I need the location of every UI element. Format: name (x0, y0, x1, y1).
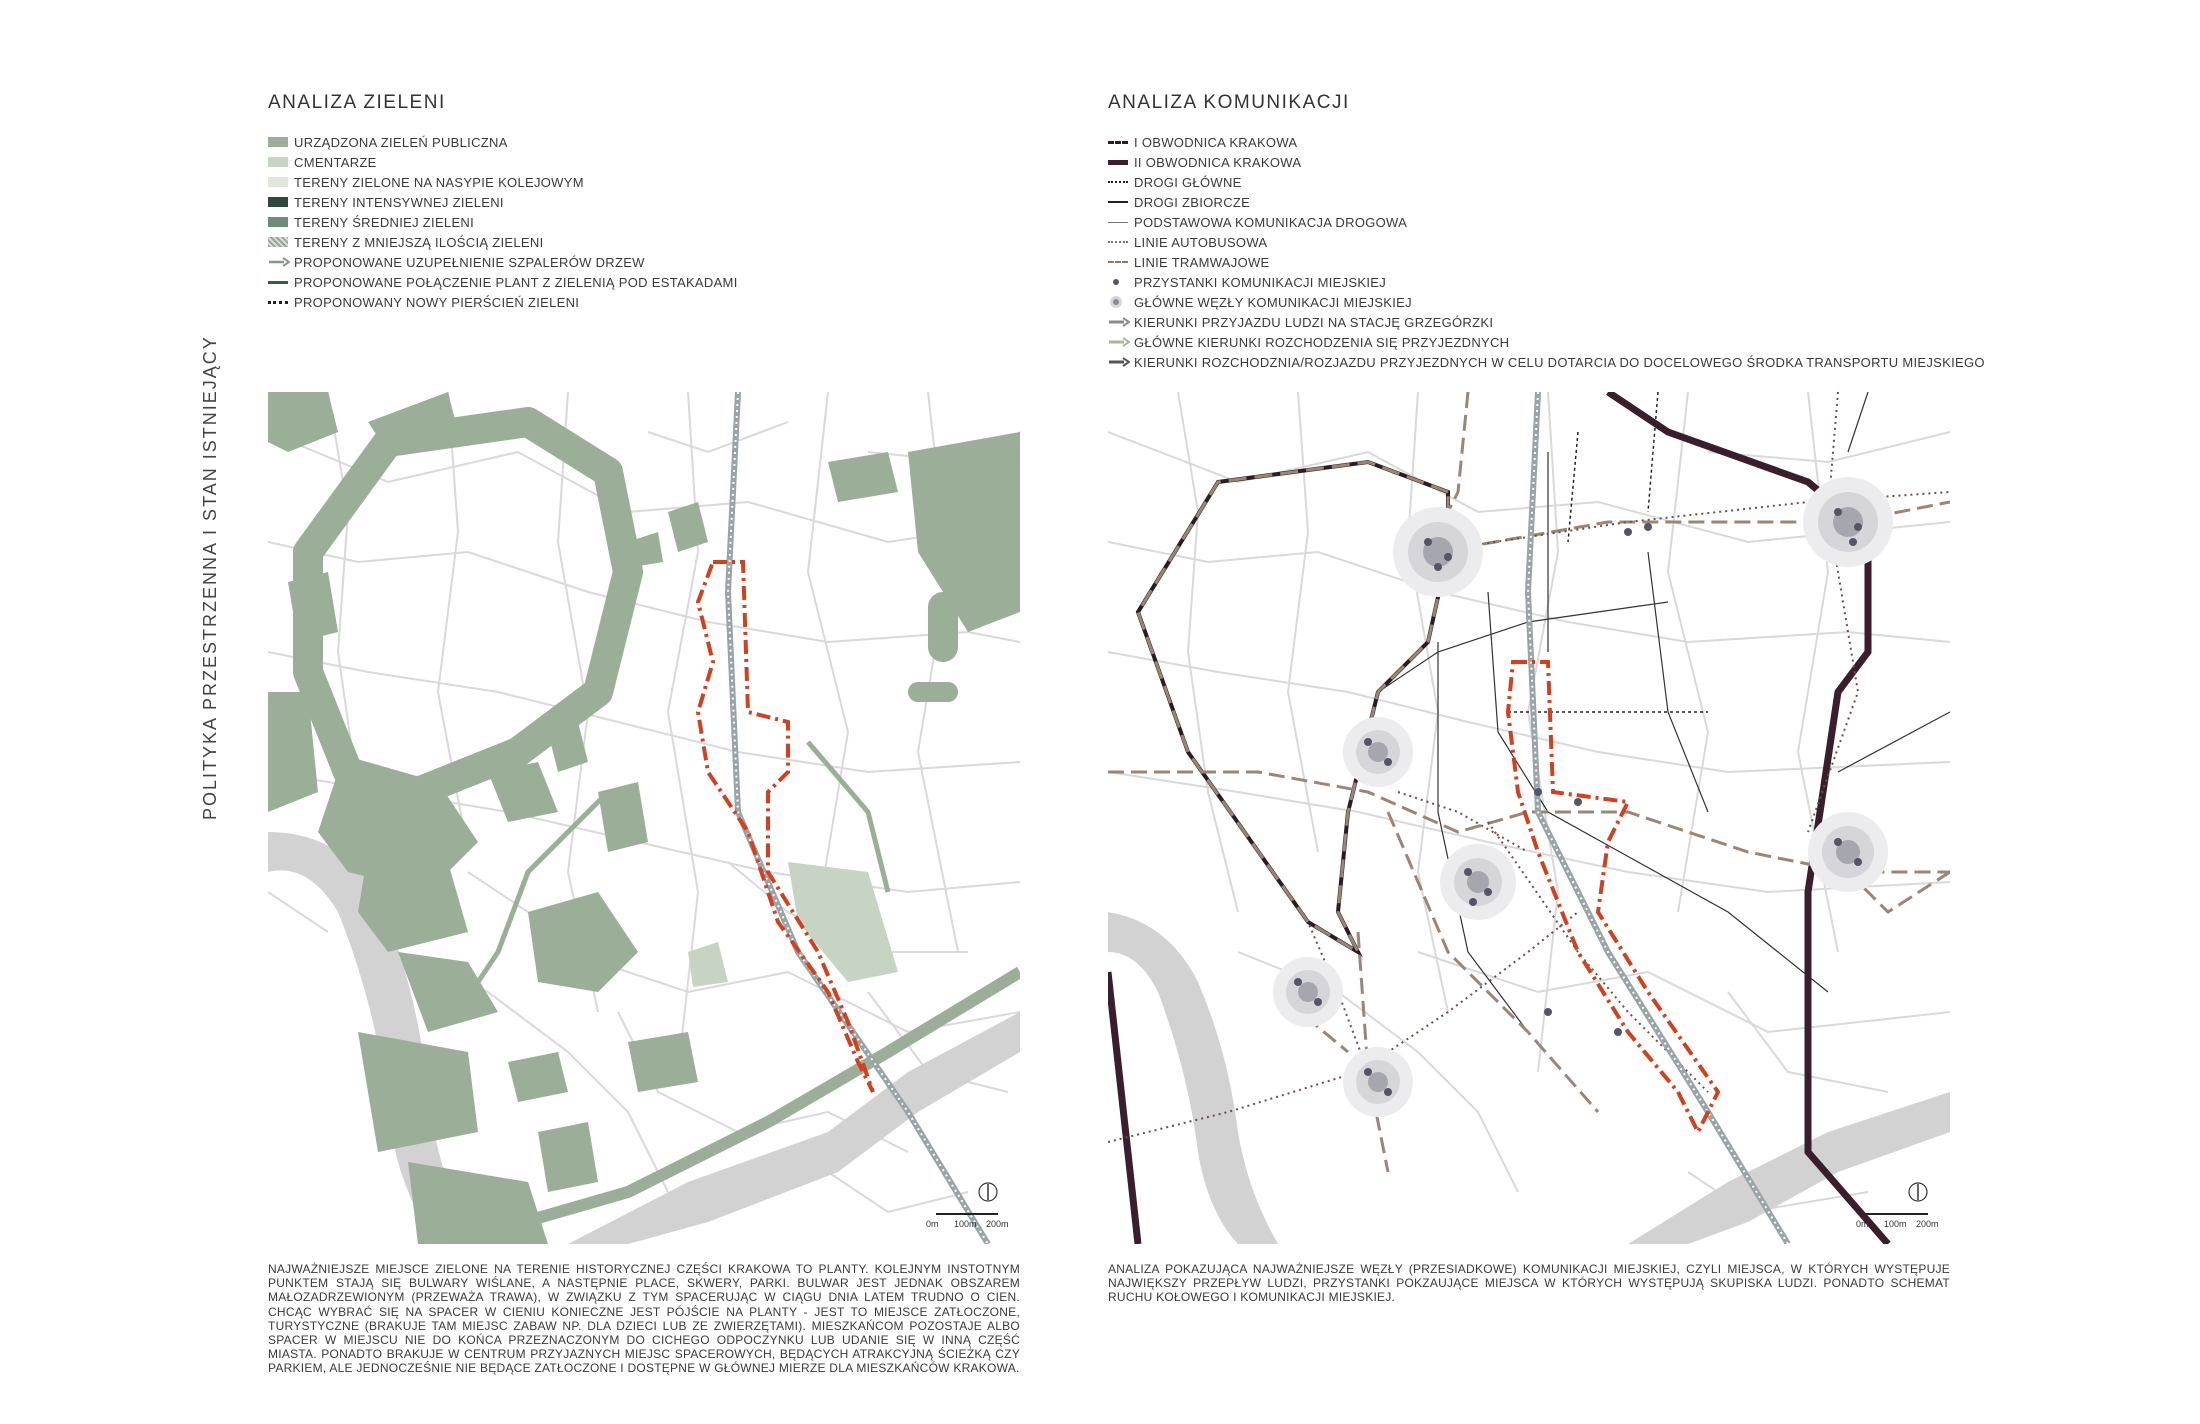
arrow-line-icon (268, 257, 290, 267)
legend-item (268, 192, 738, 212)
green-analysis-title: ANALIZA ZIELENI (268, 92, 446, 113)
legend-label: PROPONOWANE POŁĄCZENIE PLANT Z ZIELENIĄ POD ESTAKADAMI (294, 274, 738, 290)
scale-label-100: 100m (954, 1219, 977, 1229)
green-oval (928, 592, 958, 662)
node-halo (1393, 507, 1483, 597)
legend-item (1108, 212, 1985, 232)
green-legend (268, 132, 738, 312)
transport-analysis-title: ANALIZA KOMUNIKACJI (1108, 92, 1350, 113)
tram-dashed-line-icon (1108, 261, 1128, 263)
legend-label: LINIE AUTOBUSOWA (1134, 234, 1268, 250)
legend-label: TERENY Z MNIEJSZĄ ILOŚCIĄ ZIELENI (294, 234, 544, 250)
transit-stops (1294, 508, 1862, 1096)
legend-item (1108, 312, 1985, 332)
scale-label-100: 100m (1884, 1219, 1907, 1229)
scale-label-200: 200m (1916, 1219, 1939, 1229)
legend-label: GŁÓWNE WĘZŁY KOMUNIKACJI MIEJSKIEJ (1134, 294, 1412, 310)
solid-line-icon (268, 281, 288, 284)
legend-item (1108, 152, 1985, 172)
legend-label: TERENY ŚREDNIEJ ZIELENI (294, 214, 475, 230)
stop-dot-icon (1108, 277, 1130, 287)
legend-item (1108, 232, 1985, 252)
transport-map-canvas (1108, 392, 1950, 1244)
legend-item (268, 272, 738, 292)
legend-label: URZĄDZONA ZIELEŃ PUBLICZNA (294, 134, 508, 150)
second-ring-road-west (1108, 972, 1138, 1244)
legend-item (268, 252, 738, 272)
legend-label: KIERUNKI PRZYJAZDU LUDZI NA STACJĘ GRZEGÓRZKI (1134, 314, 1494, 330)
node-halo (1343, 717, 1413, 787)
legend-item (268, 132, 738, 152)
legend-label: PRZYSTANKI KOMUNIKACJI MIEJSKIEJ (1134, 274, 1387, 290)
legend-label: LINIE TRAMWAJOWE (1134, 254, 1270, 270)
legend-item (268, 152, 738, 172)
legend-label: DROGI ZBIORCZE (1134, 194, 1251, 210)
green-description: NAJWAŻNIEJSZE MIEJSCE ZIELONE NA TERENIE HISTORYCZNEJ CZĘŚCI KRAKOWA TO PLANTY. KOLEJNYM INSTOTNYM PUNKTEM STAJĄ SIĘ BULWARY WIŚLANE, A NASTĘPNIE PLACE, SKWERY, PARKI. BULWAR JEST JEDNAK OBSZAREM MAŁOZADRZEWIONYM (PRZEWAŻA TRAWA), W ZWIĄZKU Z TYM SPACERUJĄC W CIĄGU DNIA LATEM TRUDNO O CIEN. CHCĄC WYBRAĆ SIĘ NA SPACER W CIENIU KONIECZNE JEST PÓJŚCIE NA PLANTY - JEST TO MIEJSCE ZATŁOCZONE, TURYSTYCZNE (BRAKUJE TAM MIEJSC ZABAW NP. DLA DZIECI LUB ZE ZWIERZĘTAMI). MIESZKAŃCOM POZOSTAJE ALBO SPACER W MIEJSCU NIE DO KOŃCA PRZEZNACZONYM DO CICHEGO ODPOCZYNKU LUB UDANIE SIĘ W INNĄ CZĘŚĆ MIASTA. PONADTO BRAKUJE W CENTRUM PRZYJAZNYCH MIEJSC SPACEROWYCH, BĘDĄCYCH ATRAKCYJNĄ ŚCIEŻKĄ CZY PARKIEM, ALE JEDNOCZEŚNIE NIE BĘDĄCE ZATŁOCZONE I DOSTĘPNE W GŁÓWNEJ MIERZE DLA MIESZKAŃCÓW KRAKOWA. (268, 1262, 1020, 1376)
legend-label: TERENY ZIELONE NA NASYPIE KOLEJOWYM (294, 174, 584, 190)
legend-item (1108, 192, 1985, 212)
legend-item (1108, 332, 1985, 352)
green-map-canvas (268, 392, 1020, 1244)
legend-item (1108, 292, 1985, 312)
thin-line-icon (1108, 222, 1128, 223)
transport-description: ANALIZA POKAZUJĄCA NAJWAŻNIEJSZE WĘZŁY (PRZESIADKOWE) KOMUNIKACJI MIEJSKIEJ, CZYLI MIEJSCA, W KTÓRYCH WYSTĘPUJE NAJWIĘKSZY PRZEPŁYW LUDZI, PRZYSTANKI POKZAUJĄCE MIEJSCA W KTÓRYCH WYSTĘPUJĄ SKUPISKA LUDZI. PONADTO SCHEMAT RUCHU KOŁOWEGO I KOMUNIKACJI MIEJSKIEJ. (1108, 1262, 1950, 1305)
legend-label: CMENTARZE (294, 154, 377, 170)
scale-label-200: 200m (986, 1219, 1009, 1229)
dotted-line-icon (1108, 181, 1128, 183)
side-title: POLITYKA PRZESTRZENNA I STAN ISTNIEJĄCY (200, 335, 220, 820)
legend-label: PODSTAWOWA KOMUNIKACJA DROGOWA (1134, 214, 1408, 230)
legend-label: TERENY INTENSYWNEJ ZIELENI (294, 194, 504, 210)
legend-label: PROPONOWANE UZUPEŁNIENIE SZPALERÓW DRZEW (294, 254, 645, 270)
swatch-public-green (268, 137, 288, 147)
legend-item (268, 292, 738, 312)
green-map (268, 392, 1020, 1244)
legend-label: DROGI GŁÓWNE (1134, 174, 1242, 190)
legend-label: II OBWODNICA KRAKOWA (1134, 154, 1302, 170)
node-halo (1273, 957, 1343, 1027)
dashed-line-icon (1108, 141, 1128, 144)
legend-label: I OBWODNICA KRAKOWA (1134, 134, 1298, 150)
scale-label-0: 0m (926, 1219, 939, 1229)
swatch-low-green-hatched (268, 237, 288, 247)
swatch-medium-green (268, 217, 288, 227)
solid-line-icon (1108, 201, 1128, 203)
arrow-green-icon (1108, 337, 1130, 347)
cemetery-small (688, 942, 728, 987)
transport-legend (1108, 132, 1985, 372)
arrow-grey-icon (1108, 317, 1130, 327)
node-halo (1808, 812, 1888, 892)
fine-dotted-line-icon (1108, 241, 1128, 243)
arrow-dark-icon (1108, 357, 1130, 367)
node-halo (1440, 844, 1516, 920)
dotted-line-icon (268, 301, 288, 304)
node-halo (1803, 477, 1893, 567)
swatch-intensive-green (268, 197, 288, 207)
legend-label: KIERUNKI ROZCHODZNIA/ROZJAZDU PRZYJEZDNYCH W CELU DOTARCIA DO DOCELOWEGO ŚRODKA TRANSPORTU MIEJSKIEGO (1134, 354, 1985, 370)
node-halo (1343, 1047, 1413, 1117)
legend-item (1108, 272, 1985, 292)
green-pill (908, 682, 958, 702)
railway-line (1528, 392, 1788, 1244)
thick-line-icon (1108, 160, 1128, 165)
railway-sleepers (1528, 392, 1788, 1244)
node-halo-icon (1108, 295, 1130, 309)
legend-item (268, 232, 738, 252)
legend-item (1108, 172, 1985, 192)
legend-item (1108, 252, 1985, 272)
legend-item (1108, 352, 1985, 372)
legend-item (268, 212, 738, 232)
legend-item (268, 172, 738, 192)
swatch-cemetery (268, 157, 288, 167)
legend-item (1108, 132, 1985, 152)
legend-label: PROPONOWANY NOWY PIERŚCIEŃ ZIELENI (294, 294, 580, 310)
legend-label: GŁÓWNE KIERUNKI ROZCHODZENIA SIĘ PRZYJEZDNYCH (1134, 334, 1510, 350)
swatch-railway-embankment (268, 177, 288, 187)
scale-label-0: 0m (1856, 1219, 1869, 1229)
transport-map (1108, 392, 1950, 1244)
